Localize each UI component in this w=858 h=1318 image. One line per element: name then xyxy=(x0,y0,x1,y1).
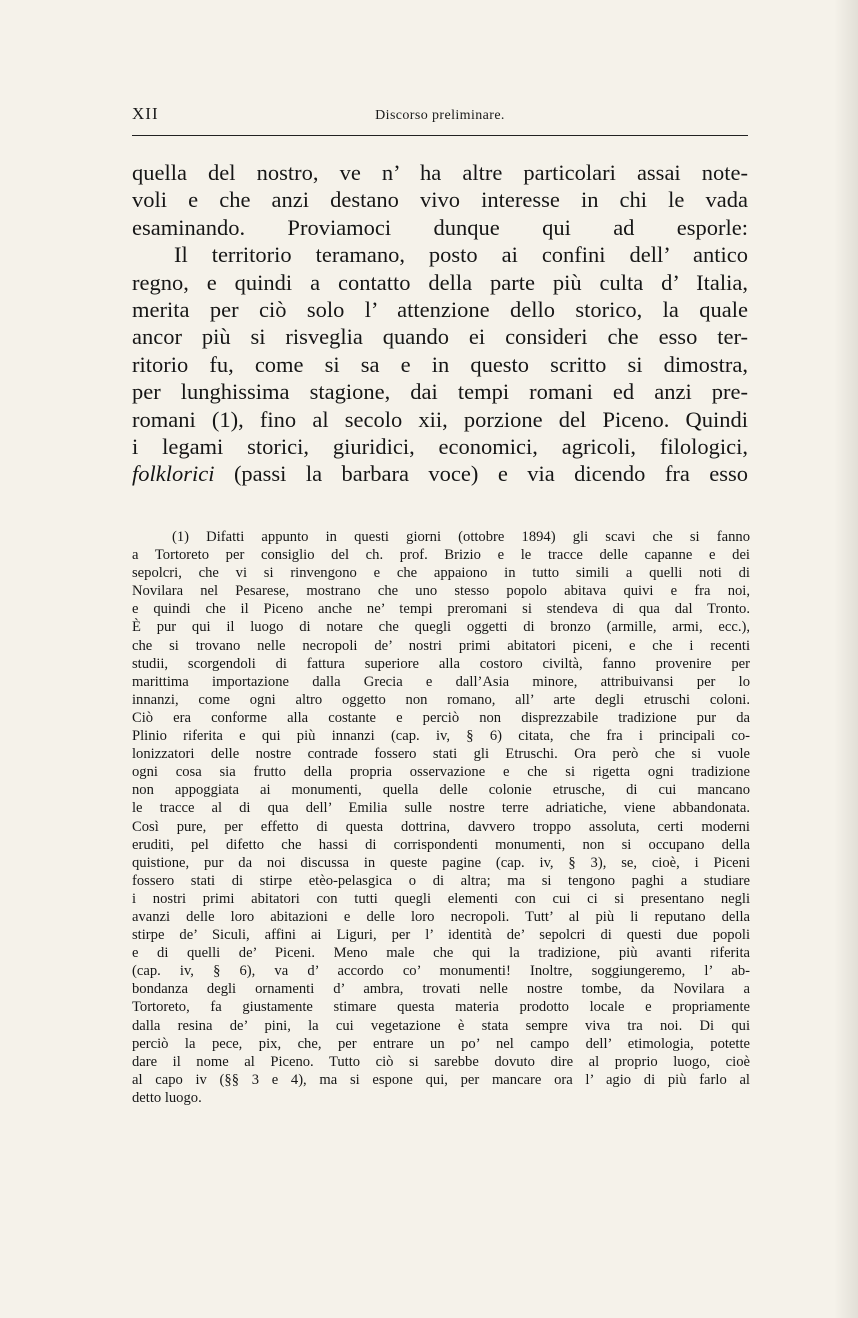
footnote-line: e quindi che il Piceno anche ne’ tempi preromani si stendeva di qua dal Tronto. xyxy=(132,601,750,618)
footnote-line: ogni cosa sia frutto della propria osservazione e che si rigetta ogni tradizione xyxy=(132,764,750,781)
header-rule xyxy=(132,135,748,136)
footnote-line: quistione, pur da noi discussa in queste pagine (cap. iv, § 3), se, cioè, i Piceni xyxy=(132,854,750,871)
text-line: romani (1), fino al secolo xii, porzione del Piceno. Quindi xyxy=(132,406,748,432)
text-line: ancor più si risveglia quando ei consideri che esso ter- xyxy=(132,324,748,350)
text-line: regno, e quindi a contatto della parte più culta d’ Italia, xyxy=(132,269,748,295)
footnote-line: fossero stati di stirpe etèo-pelasgica o di altra; ma si tengono paghi a studiare xyxy=(132,872,750,889)
text-line: ritorio fu, come si sa e in questo scritto si dimostra, xyxy=(132,351,748,377)
footnote-line: Novilara nel Pesarese, mostrano che uno stesso popolo abitava quivi e fra noi, xyxy=(132,583,750,600)
footnote-line: dalla resina de’ pini, la cui vegetazione è stata sempre viva tra noi. Di qui xyxy=(132,1017,750,1034)
footnote-line: perciò la pece, pix, che, per entrare un po’ nel campo dell’ etimologia, potette xyxy=(132,1035,750,1052)
footnote-line: innanzi, come ogni altro oggetto non romano, all’ arte degli etruschi coloni. xyxy=(132,691,750,708)
page-edge-shadow xyxy=(834,0,858,1318)
main-text xyxy=(132,159,748,488)
footnote-line: studii, scorgendoli di fattura superiore alla costoro civiltà, fanno provenire per xyxy=(132,655,750,672)
text-line: esaminando. Proviamoci dunque qui ad esporle: xyxy=(132,214,748,240)
footnote-line: marittima importazione dalla Grecia e dall’Asia minore, attribuivansi per lo xyxy=(132,673,750,690)
text-line: per lunghissima stagione, dai tempi romani ed anzi pre- xyxy=(132,379,748,405)
footnote-line: Plinio riferita e qui più innanzi (cap. iv, § 6) citata, che fra i principali co- xyxy=(132,728,750,745)
text-line xyxy=(132,460,748,487)
footnote-block xyxy=(132,528,750,1107)
footnote-line: e di quelli de’ Piceni. Meno male che qui la tradizione, più avanti riferita xyxy=(132,945,750,962)
running-title: Discorso preliminare. xyxy=(375,108,505,123)
footnote-line: dare il nome al Piceno. Tutto ciò si sarebbe dovuto dire al proprio luogo, cioè xyxy=(132,1053,750,1070)
footnote-line: eruditi, pel difetto che hassi di corrispondenti monumenti, non si occupano della xyxy=(132,836,750,853)
footnote-line: Tortoreto, fa giustamente stimare questa materia prodotto locale e propriamente xyxy=(132,999,750,1016)
text-line: i legami storici, giuridici, economici, agricoli, filologici, xyxy=(132,434,748,460)
page-header xyxy=(132,102,748,128)
text-line: quella del nostro, ve n’ ha altre particolari assai note- xyxy=(132,160,748,185)
text-line-rest: (passi la barbara voce) e via dicendo fra esso xyxy=(233,461,748,487)
footnote-line: detto luogo. xyxy=(132,1089,202,1106)
footnote-line: che si trovano nelle necropoli de’ nostri primi abitatori piceni, e che i recenti xyxy=(132,637,750,654)
italic-term: folklorici xyxy=(132,461,215,487)
footnote-line: Così pure, per effetto di questa dottrina, davvero troppo assoluta, certi moderni xyxy=(132,818,750,835)
text-line: voli e che anzi destano vivo interesse in chi le vada xyxy=(132,187,748,213)
text-line: merita per ciò solo l’ attenzione dello storico, la quale xyxy=(132,297,748,323)
footnote-line: (1) Difatti appunto in questi giorni (ottobre 1894) gli scavi che si fanno xyxy=(172,529,750,545)
paragraph-start-line: Il territorio teramano, posto ai confini dell’ antico xyxy=(174,242,748,268)
footnote-line: sepolcri, che vi si rinvengono e che appaiono in tutto simili a quelli noti di xyxy=(132,565,750,582)
footnote-line: non appoggiata ai monumenti, quella delle colonie etrusche, di cui mancano xyxy=(132,782,750,799)
footnote-line: le tracce al di qua dell’ Emilia sulle nostre terre adriatiche, viene abbandonata. xyxy=(132,800,750,817)
footnote-line: bondanza degli ornamenti d’ ambra, trovati nelle nostre tombe, da Novilara a xyxy=(132,981,750,998)
footnote-line: Ciò era conforme alla costante e perciò non disprezzabile tradizione pur da xyxy=(132,709,750,726)
page-number: XII xyxy=(132,104,159,123)
footnote-line: i nostri primi abitatori con tutti quegli elementi con cui ci si presentano negli xyxy=(132,890,750,907)
footnote-line: stirpe de’ Siculi, affini ai Liguri, per l’ identità de’ sepolcri di questi due popoli xyxy=(132,927,750,944)
footnote-line: a Tortoreto per consiglio del ch. prof. Brizio e le tracce delle capanne e dei xyxy=(132,547,750,564)
footnote-line: lonizzatori delle nostre contrade fossero stati gli Etruschi. Ora però che si vuole xyxy=(132,746,750,763)
footnote-line: avanzi delle loro abitazioni e delle loro necropoli. Tutt’ al più li reputano della xyxy=(132,908,750,925)
footnote-line: (cap. iv, § 6), va d’ accordo co’ monumenti! Inoltre, soggiungeremo, l’ ab- xyxy=(132,963,750,980)
footnote-line: al capo iv (§§ 3 e 4), ma si espone qui, per mancare ora l’ agio di più farlo al xyxy=(132,1071,750,1088)
footnote-line: È pur qui il luogo di notare che quegli oggetti di bronzo (armille, armi, ecc.), xyxy=(132,619,750,636)
